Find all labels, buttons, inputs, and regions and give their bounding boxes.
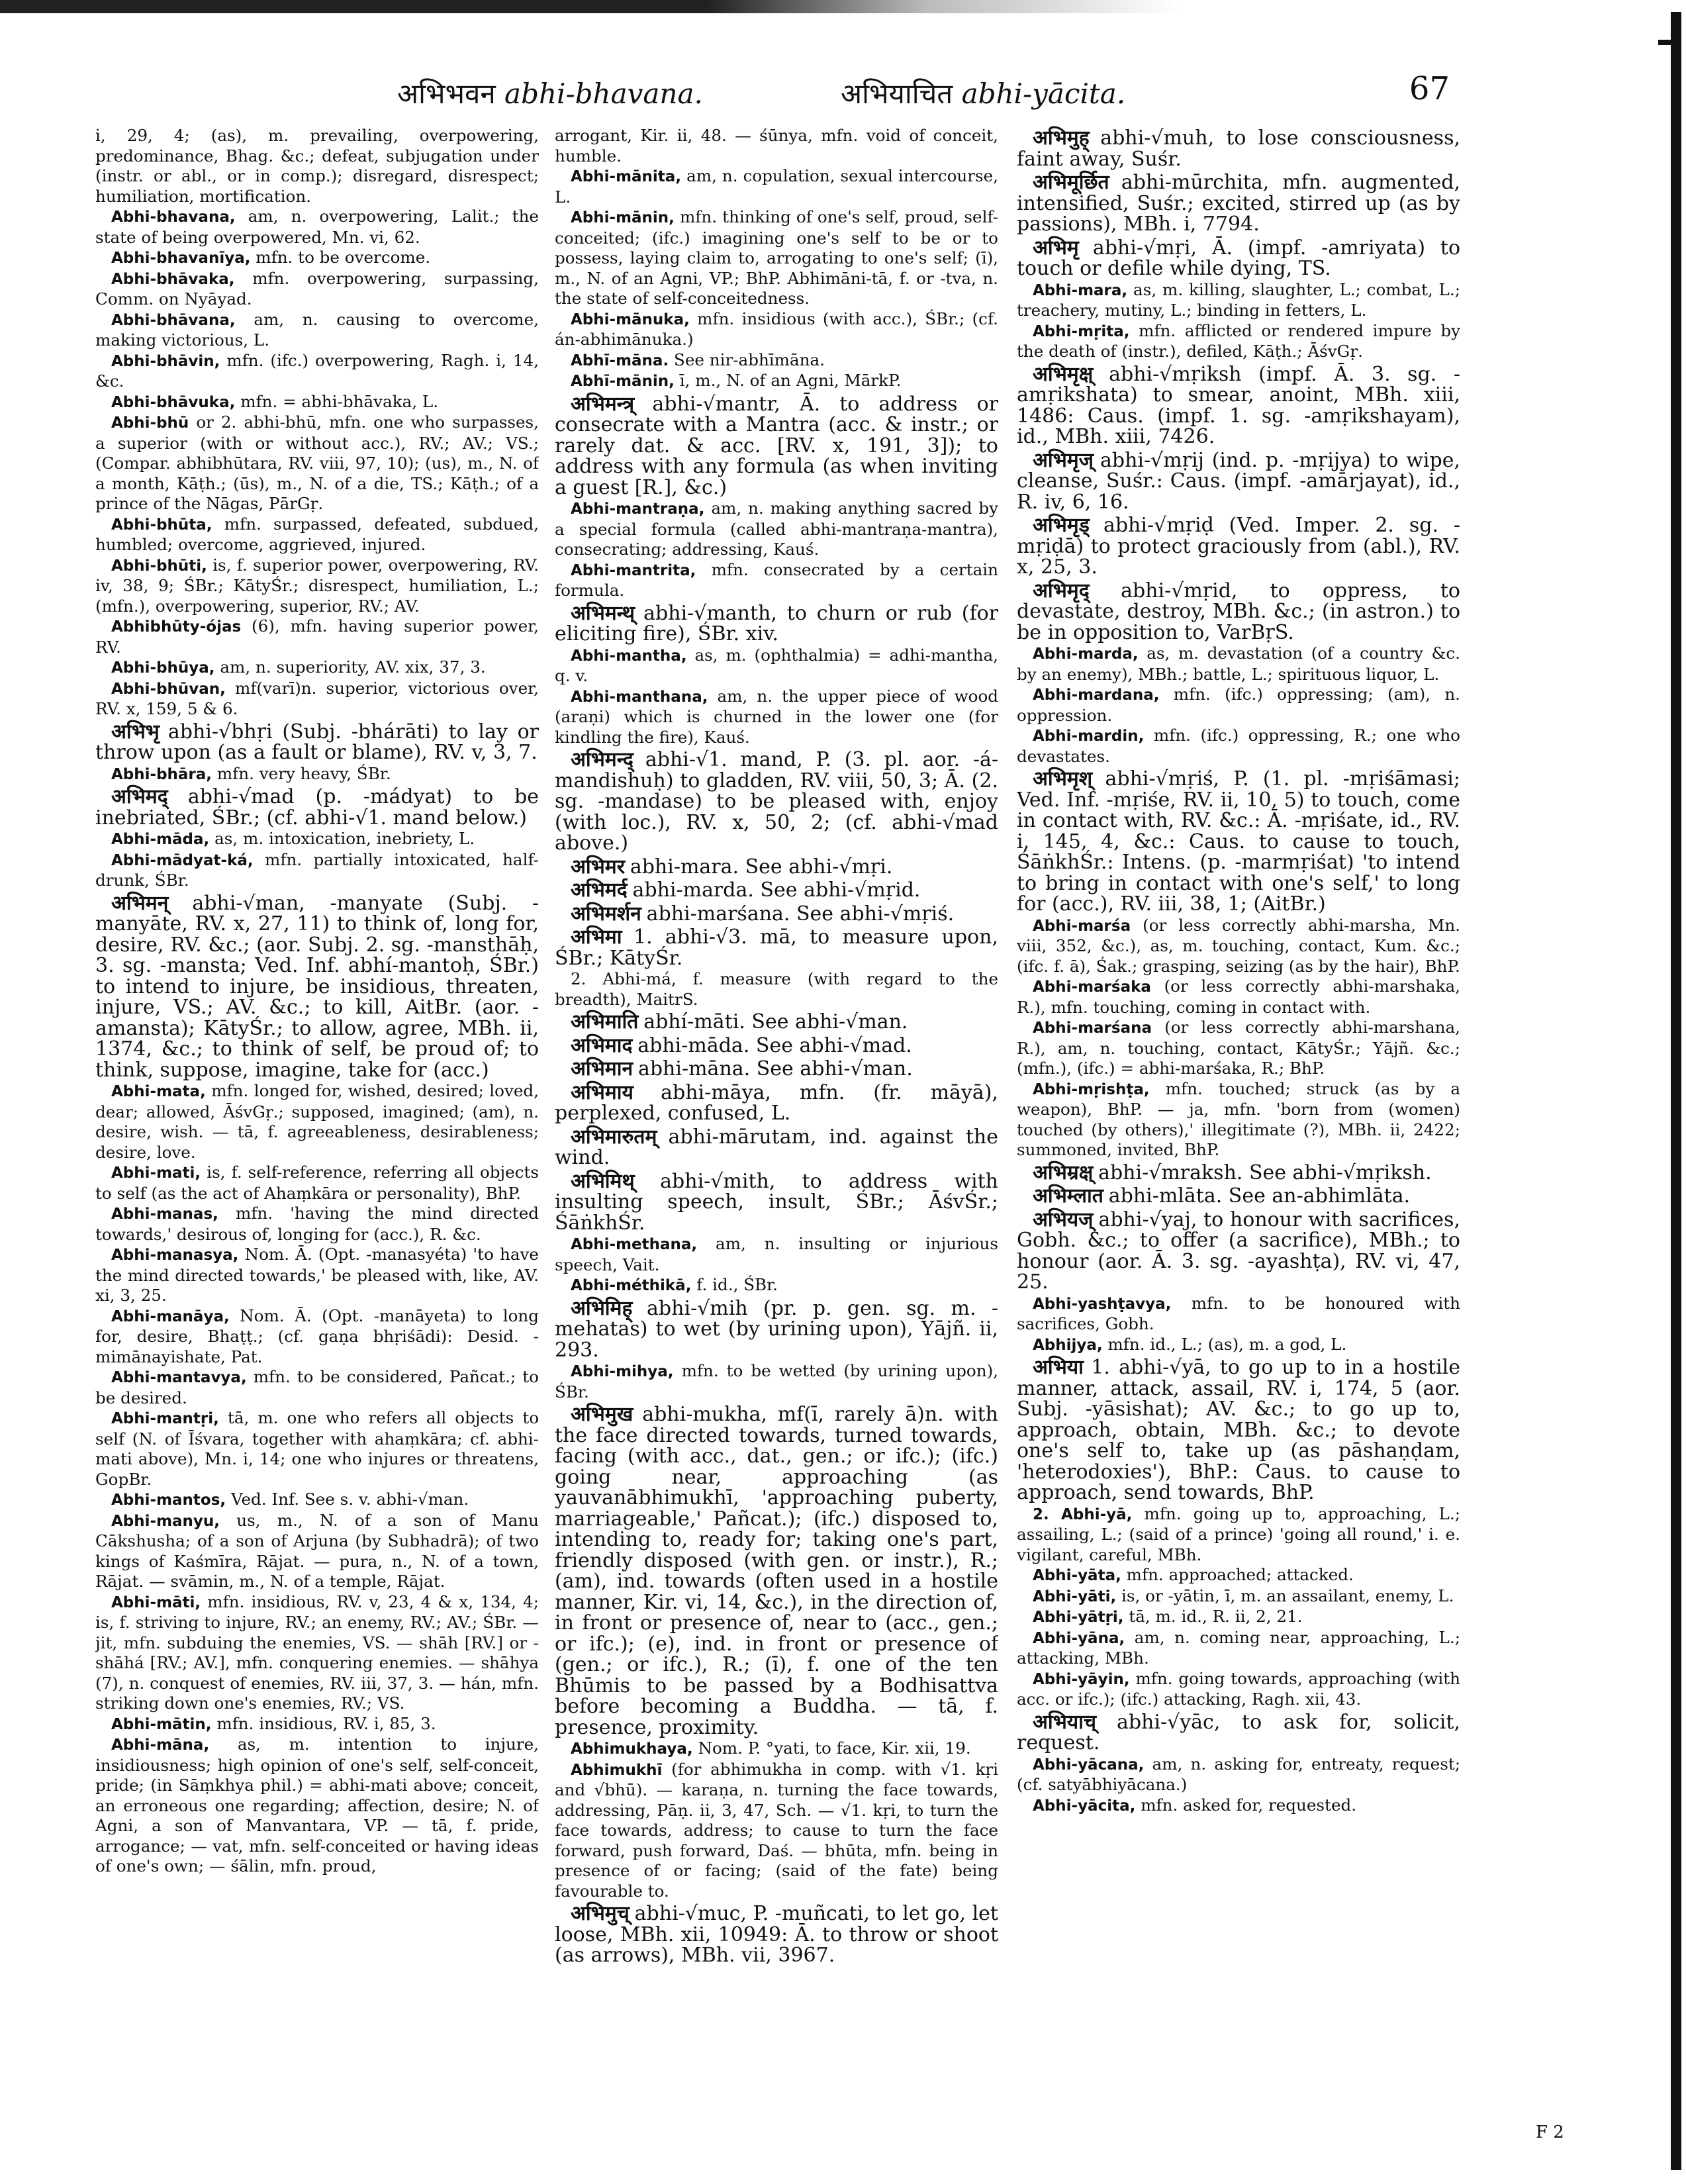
dictionary-entry (1017, 1586, 1460, 1607)
entry-headword: Abhi-bhāvana, (111, 311, 236, 329)
dictionary-entry (95, 310, 539, 351)
dictionary-entry (1017, 1754, 1460, 1795)
entry-definition: am, n. coming near, approaching, L.; attacking, MBh. (1017, 1627, 1460, 1668)
header-right-devanagari: अभियाचित (841, 77, 953, 110)
dictionary-entry (95, 126, 539, 207)
entry-definition: mfn. (ifc.) overpowering, Ragh. i, 14, &c. (95, 350, 539, 391)
dictionary-entry (555, 687, 998, 748)
dictionary-entry (95, 351, 539, 392)
dictionary-entry (555, 207, 998, 309)
dictionary-entry (555, 1405, 998, 1738)
entry-definition: us, m., N. of a son of Manu Cākshusha; of a son of Arjuna (by Subhadrā); of two kings of Kaśmīra, Rājat. — pura, n., N. of a town, Rājat. — svāmin, m., N. of a temple, Rājat. (95, 1510, 539, 1591)
entry-definition: abhi-√yāc, to ask for, solicit, request. (1017, 1710, 1460, 1754)
entry-definition: abhi-√mṛiś, P. (1. pl. -mṛiśāmasi; Ved. Inf. -mṛiśe, RV. ii, 10, 5) to touch, come in contact with, RV. &c.: Ā. -mṛiśate, id., RV. i, 145, 4, &c.: Caus. to cause to touch, ŚāṅkhŚr.: Intens. (p. -marmṛiśat) 'to intend to bring in contact with one's self,' to long for (acc.), RV. iii, 38, 1; (AitBr.) (1017, 767, 1460, 916)
dictionary-entry (1017, 1294, 1460, 1335)
dictionary-entry (1017, 1163, 1460, 1184)
dictionary-entry (95, 514, 539, 555)
entry-definition: mfn. surpassed, defeated, subdued, humbled; overcome, aggrieved, injured. (95, 514, 539, 554)
dictionary-entry (555, 1361, 998, 1402)
entry-headword: Abhi-yātṛi, (1033, 1609, 1124, 1626)
entry-definition: abhi-mara. See abhi-√mṛi. (630, 855, 893, 878)
entry-headword: Abhi-bhū (111, 414, 189, 432)
dictionary-entry (1017, 1669, 1460, 1710)
entry-definition: mfn. 'having the mind directed towards,' desirous of, longing for (acc.), R. &c. (95, 1204, 539, 1244)
dictionary-entry (1017, 1210, 1460, 1294)
dictionary-entry (555, 601, 998, 645)
dictionary-entry (1017, 1335, 1460, 1356)
devanagari-headword: अभिमन् (111, 891, 169, 915)
devanagari-headword: अभिमृक्ष् (1033, 362, 1094, 386)
entry-headword: Abhi-mānita, (571, 168, 682, 185)
dictionary-entry (95, 555, 539, 617)
entry-headword: Abhi-mādyat-ká, (111, 851, 254, 869)
dictionary-entry (555, 350, 998, 371)
devanagari-headword: अभिमाति (571, 1010, 639, 1033)
entry-headword: Abhī-mānin, (571, 373, 675, 390)
entry-definition: f. id., ŚBr. (696, 1275, 778, 1294)
dictionary-entry (1017, 916, 1460, 977)
entry-definition: abhi-√mih (pr. p. gen. sg. m. -mehatas) to wet (by urining upon), Yājñ. ii, 293. (555, 1296, 998, 1362)
dictionary-entry (95, 412, 539, 514)
entry-headword: Abhijya, (1033, 1336, 1103, 1354)
dictionary-entry (1017, 1565, 1460, 1586)
entry-headword: Abhi-mantos, (111, 1492, 226, 1509)
entry-headword: Abhi-yāta, (1033, 1567, 1121, 1584)
entry-definition: (or less correctly abhi-marshaka, R.), mfn. touching, coming in contact with. (1017, 976, 1460, 1017)
entry-definition: mfn. insidious (with acc.), ŚBr.; (cf. án-abhimānuka.) (555, 309, 998, 349)
entry-definition: ī, m., N. of an Agni, MārkP. (679, 371, 902, 390)
entry-definition: abhi-√mṛi, Ā. (impf. -amriyata) to touch or defile while dying, TS. (1017, 236, 1460, 280)
entry-headword: Abhi-yāyin, (1033, 1670, 1130, 1688)
devanagari-headword: अभिम्लात (1033, 1184, 1103, 1208)
entry-headword: Abhi-mardin, (1033, 728, 1145, 745)
dictionary-entry (555, 880, 998, 902)
entry-headword: Abhi-bhavana, (111, 209, 236, 226)
entry-definition: mfn. (ifc.) oppressing, R.; one who devastates. (1017, 726, 1460, 766)
entry-headword: Abhi-māda, (111, 831, 210, 848)
entry-headword: Abhi-mantrita, (571, 561, 696, 579)
dictionary-entry (1017, 516, 1460, 579)
entry-definition: tā, m. one who refers all objects to self (N. of Īśvara, together with ahaṃkāra; cf. abhi-mati above), Mn. i, 14; one who injures or threatens, GopBr. (95, 1408, 539, 1489)
devanagari-headword: अभिभृ (111, 720, 160, 743)
dictionary-entry (1017, 1628, 1460, 1669)
dictionary-entry (1017, 238, 1460, 280)
header-left-headword (397, 74, 703, 112)
scan-right-margin-rule (1671, 12, 1681, 2170)
entry-definition: mfn. insidious, RV. v, 23, 4 & x, 134, 4; is, f. striving to injure, RV.; an enemy, RV.; AV.; ŚBr. — jit, mfn. subduing the enemies, VS. — shāh [RV.] or -shāhá [RV.; AV.], mfn. conquering enemies. — shāhya (7), n. conquest of enemies, RV. iii, 37, 3. — hán, mfn. striking down one's enemies, RV.; VS. (95, 1591, 539, 1713)
entry-definition: mfn. to be wetted (by urining upon), ŚBr. (555, 1361, 998, 1401)
entry-definition: i, 29, 4; (as), m. prevailing, overpowering, predominance, Bhag. &c.; defeat, subjugation under (instr. or abl., or in comp.); disregard, disrespect; humiliation, mortification. (95, 126, 539, 206)
dictionary-entry (555, 1296, 998, 1362)
entry-definition: am, n. copulation, sexual intercourse, L. (555, 166, 998, 207)
dictionary-entry (555, 392, 998, 499)
entry-headword: Abhi-manyu, (111, 1512, 220, 1530)
entry-headword: Abhi-bhāvuka, (111, 393, 236, 411)
dictionary-entry (95, 269, 539, 310)
dictionary-entry (1017, 321, 1460, 362)
dictionary-entry (1017, 976, 1460, 1018)
devanagari-headword: अभिमृज् (1033, 448, 1094, 472)
entry-definition: abhi-mārutam, ind. against the wind. (555, 1125, 998, 1169)
devanagari-headword: अभियज् (1033, 1208, 1094, 1231)
page-number: 67 (1409, 70, 1450, 107)
entry-headword: Abhi-bhūta, (111, 516, 212, 534)
entry-definition: mfn. longed for, wished, desired; loved, dear; allowed, ĀśvGṛ.; supposed, imagined; (am), n. desire, wish. — tā, f. agreeableness, desirableness; desire, love. (95, 1081, 539, 1162)
entry-definition: 2. Abhi-má, f. measure (with regard to the breadth), MaitrS. (555, 969, 998, 1009)
dictionary-entry (1017, 1186, 1460, 1208)
entry-definition: mfn. = abhi-bhāvaka, L. (240, 391, 439, 411)
entry-headword: Abhi-mardana, (1033, 687, 1160, 704)
entry-definition: abhi-marda. See abhi-√mṛid. (632, 878, 921, 902)
dictionary-entry (555, 560, 998, 601)
entry-definition: am, n. insulting or injurious speech, Vait. (555, 1234, 998, 1274)
entry-headword: Abhi-marśa (1033, 917, 1131, 935)
entry-headword: Abhi-mantraṇa, (571, 500, 705, 518)
entry-definition: Nom. P. °yati, to face, Kir. xii, 19. (698, 1738, 971, 1758)
entry-headword: Abhi-yācita, (1033, 1797, 1136, 1815)
entry-headword: Abhi-yāti, (1033, 1588, 1117, 1605)
dictionary-entry (95, 248, 539, 269)
entry-headword: Abhi-marśaka (1033, 978, 1151, 996)
entry-headword: Abhi-methana, (571, 1236, 698, 1253)
entry-definition: is, f. self-reference, referring all objects to self (as the act of Ahaṃkāra or personality), BhP. (95, 1163, 539, 1203)
dictionary-entry (95, 787, 539, 829)
running-header (86, 70, 1655, 120)
entry-definition: arrogant, Kir. ii, 48. — śūnya, mfn. void of conceit, humble. (555, 126, 998, 166)
devanagari-headword: अभिमर (571, 855, 625, 878)
entry-headword: Abhi-bhāvin, (111, 352, 220, 370)
entry-headword: Abhimukhī (571, 1761, 663, 1779)
entry-definition: as, m. killing, slaughter, L.; combat, L.; treachery, mutiny, L.; binding in fetters, L. (1017, 279, 1460, 320)
entry-definition: 1. abhi-√yā, to go up to in a hostile manner, attack, assail, RV. i, 174, 5 (aor. Subj. -yāsishat); AV. &c.; to go up to, approach, obtain, MBh. &c.; to devote one's self to, take up (as pāshaṇḍam, 'heterodoxies'), BhP.: Caus. to cause to approach, send towards, BhP. (1017, 1356, 1460, 1504)
dictionary-entry (95, 1490, 539, 1511)
dictionary-entry (1017, 1504, 1460, 1566)
devanagari-headword: अभिया (1033, 1356, 1084, 1379)
entry-definition: mfn. going towards, approaching (with acc. or ifc.); (ifc.) attacking, Ragh. xii, 43. (1017, 1668, 1460, 1709)
dictionary-entry (95, 1592, 539, 1714)
dictionary-entry (555, 166, 998, 207)
dictionary-entry (1017, 769, 1460, 916)
dictionary-entry (95, 392, 539, 413)
entry-definition: (or less correctly abhi-marsha, Mn. viii, 352, &c.), as, m. touching, contact, Kum. &c.; (ifc. f. ā), Śak.; grasping, seizing (as by the hair), BhP. (1017, 915, 1460, 976)
entry-definition: abhi-√mraksh. See abhi-√mṛiksh. (1098, 1161, 1432, 1184)
entry-headword: Abhi-mānin, (571, 209, 675, 226)
entry-headword: Abhi-bhavanīya, (111, 250, 251, 267)
entry-headword: Abhi-manasya, (111, 1247, 239, 1264)
entry-headword: Abhi-bhūya, (111, 659, 215, 677)
entry-definition: abhi-√mṛid, to oppress, to devastate, destroy, MBh. &c.; (in astron.) to be in opposition to, VarBṛS. (1017, 579, 1460, 644)
entry-definition: abhi-√mṛij (ind. p. -mṛijya) to wipe, cleanse, Suśr.: Caus. (impf. -amārjayat), id., R. iv, 6, 16. (1017, 448, 1460, 514)
entry-headword: Abhi-yashṭavya, (1033, 1295, 1172, 1313)
entry-definition: abhi-√muh, to lose consciousness, faint away, Suśr. (1017, 126, 1460, 171)
dictionary-entry (1017, 280, 1460, 321)
dictionary-entry (1017, 1795, 1460, 1817)
entry-definition: am, n. causing to overcome, making victorious, L. (95, 309, 539, 350)
entry-definition: Ved. Inf. See s. v. abhi-√man. (230, 1490, 469, 1509)
entry-headword: Abhimukhaya, (571, 1740, 693, 1758)
entry-definition: abhi-marśana. See abhi-√mṛiś. (646, 902, 955, 926)
dictionary-column-1 (95, 126, 539, 2125)
entry-definition: (or less correctly abhi-marshana, R.), am, n. touching, contact, KātyŚr.; Yājñ. &c.; (mfn.), (ifc.) = abhi-marśaka, R.; BhP. (1017, 1018, 1460, 1078)
entry-definition: tā, m. id., R. ii, 2, 21. (1129, 1607, 1303, 1626)
entry-definition: abhi-√mantr, Ā. to address or consecrate with a Mantra (acc. & instr.; or rarely dat. & acc. [RV. x, 191, 3]); to address with any formula (as when inviting a guest [R.], &c.) (555, 392, 998, 499)
entry-headword: Abhi-méthikā, (571, 1277, 692, 1294)
devanagari-headword: अभिमान (571, 1057, 633, 1080)
dictionary-entry (1017, 1710, 1460, 1754)
devanagari-headword: अभिमृद् (1033, 579, 1090, 602)
entry-headword: Abhi-mihya, (571, 1363, 674, 1380)
entry-headword: Abhi-mātin, (111, 1715, 212, 1733)
dictionary-entry (555, 1080, 998, 1125)
dictionary-entry (555, 927, 998, 969)
entry-definition: or 2. abhi-bhū, mfn. one who surpasses, a superior (with or without acc.), RV.; AV.; VS.; (Compar. abhibhūtara, RV. viii, 97, 10); (us), m., N. of a month, Kāṭh.; (ūs), m., N. of a die, TS.; Kāṭh.; of a prince of the Nāgas, PārGṛ. (95, 412, 539, 513)
dictionary-entry (555, 1033, 998, 1057)
dictionary-entry (95, 1245, 539, 1306)
entry-headword: Abhi-marśana (1033, 1020, 1152, 1037)
entry-definition: abhi-√bhṛi (Subj. -bhárāti) to lay or throw upon (as a fault or blame), RV. v, 3, 7. (95, 720, 539, 764)
dictionary-entry (95, 891, 539, 1082)
entry-definition: abhi-mlāta. See an-abhimlāta. (1108, 1184, 1411, 1208)
entry-headword: Abhi-mṛita, (1033, 322, 1130, 340)
entry-definition: is, f. superior power, overpowering, RV. iv, 38, 9; ŚBr.; KātyŚr.; disrespect, humiliation, L.; (mfn.), overpowering, superior, RV.; AV. (95, 555, 539, 616)
devanagari-headword: अभिमर्शन (571, 902, 641, 926)
dictionary-column-3 (1017, 126, 1460, 2125)
entry-definition: abhi-√mith, to address with insulting speech, insult, ŚBr.; ĀśvŚr.; ŚāṅkhŚr. (555, 1169, 998, 1235)
entry-headword: Abhi-mṛishṭa, (1033, 1080, 1150, 1098)
entry-definition: abhi-mukha, mf(ī, rarely ā)n. with the face directed towards, turned towards, facing (with acc., dat., gen.; or ifc.); (ifc.) going near, approaching (as yauvanābhimukhī, 'approaching puberty, marriageable,' Pañcat.); (ifc.) disposed to, intending to, ready for; taking one's part, friendly disposed (with gen. or instr.), R.; (am), ind. towards (often used in a hostile manner, Kir. vi, 14, &c.), in the direction of, in front or presence of, near to (acc., gen.; or ifc.); (e), ind. in front or presence of (gen.; or ifc.), R.; (ī), f. one of the ten Bhūmis to be passed by a Bodhisattva before becoming a Buddha. — tā, f. presence, proximity. (555, 1403, 998, 1739)
entry-definition: (6), mfn. having superior power, RV. (95, 616, 539, 657)
entry-headword: Abhi-yāna, (1033, 1629, 1125, 1647)
devanagari-headword: अभिमृ (1033, 236, 1079, 260)
entry-definition: mfn. consecrated by a certain formula. (555, 559, 998, 600)
header-left-roman: abhi-bhavana. (504, 77, 703, 110)
entry-headword: Abhi-bhāvaka, (111, 270, 235, 288)
entry-definition: as, m. (ophthalmia) = adhi-mantha, q. v. (555, 645, 998, 685)
header-right-headword (841, 74, 1125, 112)
entry-definition: See nir-abhīmāna. (674, 350, 825, 369)
dictionary-entry (95, 1204, 539, 1245)
entry-definition: abhi-mūrchita, mfn. augmented, intensified, Suśr.; excited, stirred up (as by passions), MBh. i, 7794. (1017, 171, 1460, 236)
dictionary-entry (555, 371, 998, 392)
dictionary-entry (95, 1163, 539, 1204)
dictionary-entry (555, 1275, 998, 1296)
entry-definition: 1. abhi-√3. mā, to measure upon, ŚBr.; KātyŚr. (555, 926, 998, 970)
entry-headword: Abhi-mati, (111, 1164, 201, 1182)
scan-top-edge (0, 0, 1686, 13)
dictionary-entry (95, 679, 539, 720)
dictionary-entry (95, 829, 539, 850)
dictionary-entry (95, 616, 539, 657)
dictionary-entry (1017, 1607, 1460, 1628)
entry-definition: mfn. going up to, approaching, L.; assailing, L.; (said of a prince) 'going all round,' i. e. vigilant, careful, MBh. (1017, 1503, 1460, 1564)
entry-definition: as, m. intoxication, inebriety, L. (214, 829, 475, 848)
devanagari-headword: अभिमूर्छित (1033, 171, 1109, 194)
dictionary-entry (95, 1306, 539, 1368)
devanagari-headword: अभिमन्थ् (571, 601, 635, 625)
entry-definition: is, or -yātin, ī, m. an assailant, enemy, L. (1121, 1586, 1454, 1605)
dictionary-entry (1017, 1079, 1460, 1161)
devanagari-headword: अभिमन्त्र् (571, 392, 635, 416)
entry-headword: Abhi-bhūvan, (111, 680, 226, 698)
dictionary-entry (1017, 581, 1460, 644)
entry-headword: Abhi-manāya, (111, 1307, 230, 1325)
entry-headword: Abhi-mānuka, (571, 310, 690, 328)
header-right-roman: abhi-yācita. (961, 77, 1126, 110)
dictionary-entry (95, 722, 539, 764)
dictionary-entry (555, 750, 998, 855)
dictionary-entry (555, 969, 998, 1010)
dictionary-entry (555, 126, 998, 166)
devanagari-headword: अभियाच् (1033, 1710, 1096, 1734)
dictionary-entry (555, 1059, 998, 1080)
entry-headword: Abhibhūty-ójas (111, 618, 242, 636)
dictionary-entry (555, 1738, 998, 1760)
dictionary-entry (95, 764, 539, 785)
dictionary-entry (95, 657, 539, 679)
entry-definition: abhi-√1. mand, P. (3. pl. aor. -á-mandishuḥ) to gladden, RV. viii, 50, 3; Ā. (2. sg. -mandase) to be pleased with, enjoy (with loc.), RV. x, 50, 2; (cf. abhi-√mad above.) (555, 748, 998, 855)
entry-definition: mfn. approached; attacked. (1126, 1565, 1354, 1584)
dictionary-entry (1017, 1018, 1460, 1079)
entry-definition: abhi-√mad (p. -mádyat) to be inebriated, ŚBr.; (cf. abhi-√1. mand below.) (95, 785, 539, 830)
dictionary-entry (555, 1234, 998, 1275)
dictionary-entry (1017, 1358, 1460, 1504)
header-left-devanagari: अभिभवन (397, 77, 496, 110)
dictionary-entry (555, 1127, 998, 1169)
entry-definition: abhi-māna. See abhi-√man. (637, 1057, 913, 1080)
entry-headword: Abhī-māna. (571, 352, 669, 369)
devanagari-headword: अभिमाय (571, 1080, 633, 1104)
entry-definition: mfn. thinking of one's self, proud, self-conceited; (ifc.) imagining one's self to be or to possess, laying claim to, arrogating to one's self; (ī), m., N. of an Agni, VP.; BhP. Abhimāni-tā, f. or -tva, n. the state of self-conceitedness. (555, 207, 998, 308)
dictionary-entry (95, 1734, 539, 1877)
entry-definition: mfn. to be considered, Pañcat.; to be desired. (95, 1367, 539, 1407)
dictionary-column-2 (555, 126, 998, 2125)
dictionary-entry (1017, 685, 1460, 726)
entry-definition: abhí-māti. See abhi-√man. (643, 1010, 908, 1033)
dictionary-entry (555, 309, 998, 350)
dictionary-entry (555, 499, 998, 560)
entry-headword: Abhi-mantha, (571, 647, 687, 665)
devanagari-headword: अभिमिह् (571, 1296, 633, 1320)
entry-definition: abhi-√mṛiḍ (Ved. Imper. 2. sg. -mṛiḍā) to protect graciously from (abl.), RV. x, 25, 3. (1017, 514, 1460, 579)
entry-headword: Abhi-mata, (111, 1083, 206, 1100)
entry-definition: Nom. Ā. (Opt. -manāyeta) to long for, desire, Bhaṭṭ.; (cf. gaṇa bhṛiśādi): Desid. -mimānayishate, Pat. (95, 1306, 539, 1366)
entry-headword: Abhi-māti, (111, 1593, 201, 1611)
entry-definition: Nom. Ā. (Opt. -manasyéta) 'to have the mind directed towards,' be pleased with, like, AV. xi, 3, 25. (95, 1245, 539, 1305)
dictionary-entry (1017, 173, 1460, 236)
entry-definition: mfn. very heavy, ŚBr. (216, 763, 391, 783)
entry-headword: Abhi-mantṛi, (111, 1410, 219, 1427)
entry-definition: mfn. afflicted or rendered impure by the death of (instr.), defiled, Kāṭh.; ĀśvGṛ. (1017, 320, 1460, 361)
entry-headword: Abhi-marda, (1033, 645, 1139, 663)
entry-definition: mfn. to be honoured with sacrifices, Gobh. (1017, 1293, 1460, 1333)
dictionary-entry (1017, 128, 1460, 170)
dictionary-entry (555, 857, 998, 878)
devanagari-headword: अभिमारुतम् (571, 1125, 657, 1149)
entry-definition: abhi-māya, mfn. (fr. māyā), perplexed, confused, L. (555, 1080, 998, 1125)
devanagari-headword: अभिमृड् (1033, 514, 1090, 537)
devanagari-headword: अभिमाद (571, 1033, 633, 1057)
dictionary-entry (95, 1408, 539, 1490)
entry-definition: am, n. overpowering, Lalit.; the state of being overpowered, Mn. vi, 62. (95, 207, 539, 247)
dictionary-entry (555, 1760, 998, 1902)
devanagari-headword: अभिमा (571, 926, 622, 949)
devanagari-headword: अभिम्रक्ष् (1033, 1161, 1094, 1184)
entry-definition: am, n. asking for, entreaty, request; (cf. satyābhiyācana.) (1017, 1754, 1460, 1794)
devanagari-headword: अभिमद् (111, 785, 168, 808)
entry-definition: mfn. overpowering, surpassing, Comm. on Nyāyad. (95, 268, 539, 309)
devanagari-headword: अभिमुच् (571, 1902, 630, 1925)
dictionary-entry (555, 1904, 998, 1967)
entry-definition: mfn. asked for, requested. (1141, 1795, 1357, 1815)
entry-headword: Abhi-bhāra, (111, 765, 212, 783)
entry-definition: mfn. id., L.; (as), m. a god, L. (1107, 1334, 1347, 1354)
devanagari-headword: अभिमुह् (1033, 126, 1090, 150)
entry-definition: mf(varī)n. superior, victorious over, RV. x, 159, 5 & 6. (95, 678, 539, 718)
entry-definition: abhi-māda. See abhi-√mad. (637, 1033, 912, 1057)
entry-definition: mfn. insidious, RV. i, 85, 3. (216, 1713, 436, 1733)
devanagari-headword: अभिमिथ् (571, 1169, 635, 1193)
entry-headword: Abhi-mantavya, (111, 1369, 247, 1386)
devanagari-headword: अभिमन्द् (571, 748, 633, 771)
entry-headword: 2. Abhi-yā, (1033, 1505, 1133, 1523)
entry-headword: Abhi-yācana, (1033, 1756, 1145, 1774)
entry-headword: Abhi-bhūti, (111, 557, 207, 575)
scan-right-tick (1658, 40, 1681, 45)
entry-definition: as, m. intention to injure, insidiousness; high opinion of one's self, self-conceit, pride; (in Sāṃkhya phil.) = abhi-mati above; conceit, an erroneous one regarding; affection, desire; N. of Agni, a son of Manvantara, VP. — tā, f. pride, arrogance; — vat, mfn. self-conceited or having ideas of one's own; — śālin, mfn. proud, (95, 1734, 539, 1875)
entry-definition: am, n. the upper piece of wood (araṇi) which is churned in the lower one (for kindling the fire), Kauś. (555, 686, 998, 747)
entry-definition: abhi-√muc, P. -muñcati, to let go, let loose, MBh. xii, 10949: Ā. to throw or shoot (as arrows), MBh. vii, 3967. (555, 1902, 998, 1967)
dictionary-entry (555, 1169, 998, 1235)
entry-definition: abhi-√man, -manyate (Subj. -manyāte, RV. x, 27, 11) to think of, long for, desire, RV. &c.; (aor. Subj. 2. sg. -mansthāḥ, 3. sg. -mansta; Ved. Inf. abhí-mantoḥ, ŚBr.) to intend to injure, be insidious, threaten, injure, VS.; AV. &c.; to kill, AitBr. (aor. -amansta); KātyŚr.; to allow, agree, MBh. ii, 1374, &c.; to think of self, be proud of; to think, suppose, imagine, take for (acc.) (95, 891, 539, 1082)
entry-definition: mfn. to be overcome. (256, 248, 431, 267)
entry-definition: as, m. devastation (of a country &c. by an enemy), MBh.; battle, L.; spirituous liquor, L. (1017, 643, 1460, 684)
entry-definition: mfn. touched; struck (as by a weapon), BhP. — ja, mfn. 'born from (women) touched (by others),' illegitimate (?), MBh. ii, 2422; summoned, invited, BhP. (1017, 1078, 1460, 1159)
entry-definition: (for abhimukha in comp. with √1. kṛi and √bhū). — karaṇa, n. turning the face towards, addressing, Pāṇ. ii, 3, 47, Sch. — √1. kṛi, to turn the face towards, address; to cause to turn the face forward, push forward, Daś. — bhūta, mfn. being in presence of or facing; (said of the fate) being favourable to. (555, 1759, 998, 1901)
dictionary-entry (1017, 448, 1460, 514)
entry-headword: Abhi-manas, (111, 1206, 218, 1223)
entry-definition: mfn. (ifc.) oppressing; (am), n. oppression. (1017, 685, 1460, 725)
entry-definition: abhi-√mṛiksh (impf. Ā. 3. sg. -amṛikshata) to smear, anoint, MBh. xiii, 1486: Caus. (impf. 1. sg. -amṛikshayam), id., MBh. xiii, 7426. (1017, 362, 1460, 448)
dictionary-entry (555, 645, 998, 687)
entry-headword: Abhi-manthana, (571, 688, 708, 706)
entry-definition: abhi-√yaj, to honour with sacrifices, Gobh. &c.; to offer (a sacrifice), MBh.; to honour (aor. Ā. 3. sg. -ayashṭa), RV. vi, 47, 25. (1017, 1208, 1460, 1294)
dictionary-entry (95, 207, 539, 248)
devanagari-headword: अभिमर्द (571, 878, 628, 902)
devanagari-headword: अभिमुख (571, 1403, 633, 1426)
entry-definition: mfn. partially intoxicated, half-drunk, ŚBr. (95, 849, 539, 890)
entry-headword: Abhi-mara, (1033, 281, 1128, 299)
dictionary-entry (95, 1714, 539, 1735)
dictionary-entry (1017, 726, 1460, 767)
entry-definition: am, n. superiority, AV. xix, 37, 3. (220, 657, 486, 677)
dictionary-entry (95, 1367, 539, 1408)
dictionary-entry (1017, 643, 1460, 685)
entry-definition: am, n. making anything sacred by a special formula (called abhi-mantraṇa-mantra), consecrating; addressing, Kauś. (555, 499, 998, 559)
signature-mark: F 2 (1536, 2122, 1564, 2142)
entry-headword: Abhi-māna, (111, 1736, 210, 1754)
devanagari-headword: अभिमृश् (1033, 767, 1093, 790)
dictionary-entry (95, 850, 539, 891)
dictionary-entry (95, 1081, 539, 1163)
dictionary-entry (555, 904, 998, 926)
dictionary-entry (1017, 362, 1460, 448)
dictionary-entry (555, 1012, 998, 1033)
entry-definition: abhi-√manth, to churn or rub (for eliciting fire), ŚBr. xiv. (555, 601, 998, 645)
dictionary-entry (95, 1511, 539, 1592)
